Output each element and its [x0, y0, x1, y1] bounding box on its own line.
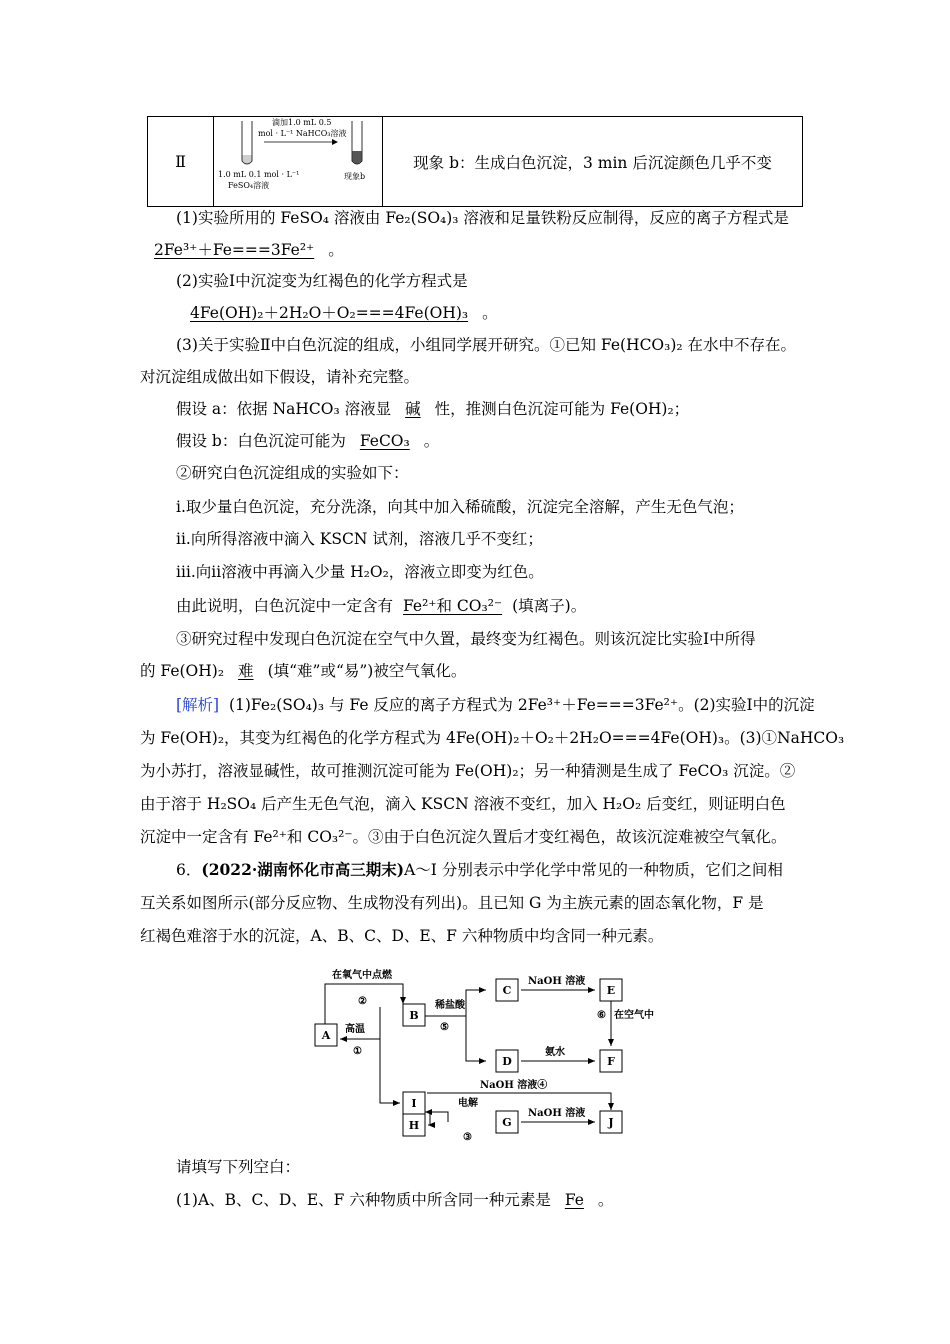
analysis-tag: [解析]: [176, 696, 220, 714]
step3-post: (填“难”或“易”)被空气氧化。: [267, 662, 467, 680]
arrow-label-line1: 滴加1.0 mL 0.5: [272, 118, 332, 127]
step3-answer: 难: [238, 662, 254, 680]
test-tube-diagram: [214, 117, 382, 202]
label-high-temp: 高温: [345, 1024, 365, 1035]
q6-line2: 互关系如图所示(部分反应物、生成物没有列出)。且已知 G 为主族元素的固态氧化物，F 是: [140, 894, 764, 912]
arrow-to-d: [466, 1016, 486, 1061]
label-electrolysis: 电解: [458, 1098, 478, 1109]
box-h-label: H: [408, 1119, 420, 1132]
right-tube-precipitate: [353, 151, 362, 164]
box-j-label: J: [608, 1116, 614, 1129]
q1-text: (1)实验所用的 FeSO₄ 溶液由 Fe₂(SO₄)₃ 溶液和足量铁粉反应制得，反应的离子方程式是: [176, 209, 789, 227]
box-d-label: D: [502, 1055, 512, 1068]
hyp-b-pre: 假设 b：白色沉淀可能为: [176, 432, 346, 450]
line-i-h-connector: [428, 1112, 430, 1125]
label-c6: ⑥: [597, 1010, 606, 1021]
left-tube-label-1: 1.0 mL 0.1 mol · L⁻¹: [218, 170, 300, 179]
hyp-b-answer: FeCO₃: [359, 432, 410, 450]
left-tube-label-2: FeSO₄溶液: [228, 181, 270, 190]
box-c-label: C: [502, 984, 512, 997]
q6-line3: 红褐色难溶于水的沉淀，A、B、C、D、E、F 六种物质中均含同一种元素。: [140, 927, 664, 945]
label-naoh-ce: NaOH 溶液: [528, 976, 586, 987]
box-i-label: I: [411, 1097, 417, 1110]
fill-q1-pre: (1)A、B、C、D、E、F 六种物质中所含同一种元素是: [176, 1191, 551, 1209]
fill-q1: [176, 1190, 613, 1210]
hyp-a-pre: 假设 a：依据 NaHCO₃ 溶液显: [176, 400, 392, 418]
label-dilute-hcl: 稀盐酸: [435, 1000, 465, 1011]
q3-step-ii: ⅱ.向所得溶液中滴入 KSCN 试剂，溶液几乎不变红；: [176, 530, 543, 548]
arrow-g-to-i: [425, 1112, 448, 1122]
arrow-to-i: [380, 1007, 400, 1103]
q1-end: 。: [328, 241, 344, 259]
q6-line1: [176, 860, 783, 880]
q3-step-iii: ⅲ.向ⅱ溶液中再滴入少量 H₂O₂，溶液立即变为红色。: [176, 563, 544, 581]
left-tube-solution: [243, 155, 252, 164]
q2-text: (2)实验Ⅰ中沉淀变为红褐色的化学方程式是: [176, 272, 468, 290]
box-b-label: B: [409, 1009, 419, 1022]
analysis-line3: 为小苏打，溶液显碱性，故可推测沉淀可能为 Fe(OH)₂；另一种猜测是生成了 FeCO₃ 沉淀。②: [140, 762, 796, 780]
fill-intro: 请填写下列空白：: [176, 1158, 301, 1176]
experiment-table: [147, 116, 803, 207]
label-c3: ③: [463, 1132, 472, 1142]
q3-step3-line2: [140, 661, 466, 681]
label-burn: 在氧气中点燃: [332, 970, 392, 981]
arrow-head: [332, 139, 338, 145]
label-c1: ①: [353, 1046, 362, 1057]
hyp-b-post: 。: [423, 432, 440, 450]
q3-step3-line1: ③研究过程中发现白色沉淀在空气中久置，最终变为红褐色。则该沉淀比实验Ⅰ中所得: [176, 630, 756, 648]
label-c2: ②: [358, 996, 367, 1007]
concl-pre: 由此说明，白色沉淀中一定含有: [176, 597, 394, 615]
right-tube-label: 现象b: [344, 172, 366, 181]
q6-line1-rest: A～I 分别表示中学化学中常见的一种物质，它们之间相: [404, 861, 783, 879]
label-naoh-4: NaOH 溶液④: [480, 1080, 548, 1091]
q6-source: (2022·湖南怀化市高三期末): [201, 860, 405, 879]
box-a-label: A: [321, 1029, 331, 1042]
table-row: [148, 117, 803, 207]
reaction-flow-diagram: [300, 962, 680, 1142]
q6-number: 6．: [176, 861, 202, 879]
analysis-line1: [176, 695, 815, 715]
arrow-to-c: [466, 990, 486, 1016]
label-c5: ⑤: [440, 1022, 449, 1033]
q3-step-i: ⅰ.取少量白色沉淀，充分洗涤，向其中加入稀硫酸，沉淀完全溶解，产生无色气泡；: [176, 498, 744, 516]
hypothesis-a: [176, 399, 689, 419]
q2-answer: 4Fe(OH)₂＋2H₂O＋O₂===4Fe(OH)₃: [190, 304, 469, 322]
box-f-label: F: [607, 1055, 615, 1068]
concl-answer: Fe²⁺和 CO₃²⁻: [403, 597, 503, 615]
box-g-label: G: [502, 1116, 512, 1129]
q1-answer-line: [140, 240, 344, 260]
row-number: Ⅱ: [148, 117, 214, 207]
q3-line2: 对沉淀组成做出如下假设，请补充完整。: [140, 368, 420, 386]
hypothesis-b: [176, 431, 439, 451]
q2-answer-line: [176, 303, 498, 323]
q1-answer: 2Fe³⁺＋Fe===3Fe²⁺: [154, 241, 315, 259]
phenomenon-cell: 现象 b：生成白色沉淀，3 min 后沉淀颜色几乎不变: [383, 117, 803, 207]
q3-conclusion: [176, 596, 586, 616]
fill-q1-post: 。: [597, 1191, 614, 1209]
fill-q1-answer: Fe: [564, 1191, 584, 1209]
q3-step2: ②研究白色沉淀组成的实验如下：: [176, 464, 409, 482]
hyp-a-answer: 碱: [405, 400, 421, 418]
label-ammonia: 氨水: [545, 1047, 565, 1058]
arrow-label-line2: mol · L⁻¹ NaHCO₃溶液: [258, 129, 347, 138]
concl-post: (填离子)。: [512, 597, 587, 615]
analysis-line4: 由于溶于 H₂SO₄ 后产生无色气泡，滴入 KSCN 溶液不变红，加入 H₂O₂ 后变红，则证明白色: [140, 795, 786, 813]
box-e-label: E: [606, 984, 616, 997]
q2-end: 。: [482, 304, 498, 322]
q3-line1: (3)关于实验Ⅱ中白色沉淀的组成，小组同学展开研究。①已知 Fe(HCO₃)₂ 在水中不存在。: [176, 336, 797, 354]
analysis-text-1: (1)Fe₂(SO₄)₃ 与 Fe 反应的离子方程式为 2Fe³⁺＋Fe===3Fe²⁺。(2)实验Ⅰ中的沉淀: [228, 696, 815, 714]
apparatus-cell: [214, 117, 383, 207]
label-in-air: 在空气中: [614, 1010, 654, 1021]
label-naoh-gj: NaOH 溶液: [528, 1108, 586, 1119]
step3-pre: 的 Fe(OH)₂: [140, 662, 225, 680]
analysis-line5: 沉淀中一定含有 Fe²⁺和 CO₃²⁻。③由于白色沉淀久置后才变红褐色，故该沉淀难被空气氧化。: [140, 828, 787, 846]
analysis-line2: 为 Fe(OH)₂，其变为红褐色的化学方程式为 4Fe(OH)₂＋O₂＋2H₂O===4Fe(OH)₃。(3)①NaHCO₃: [140, 729, 845, 747]
hyp-a-post: 性，推测白色沉淀可能为 Fe(OH)₂；: [434, 400, 690, 418]
